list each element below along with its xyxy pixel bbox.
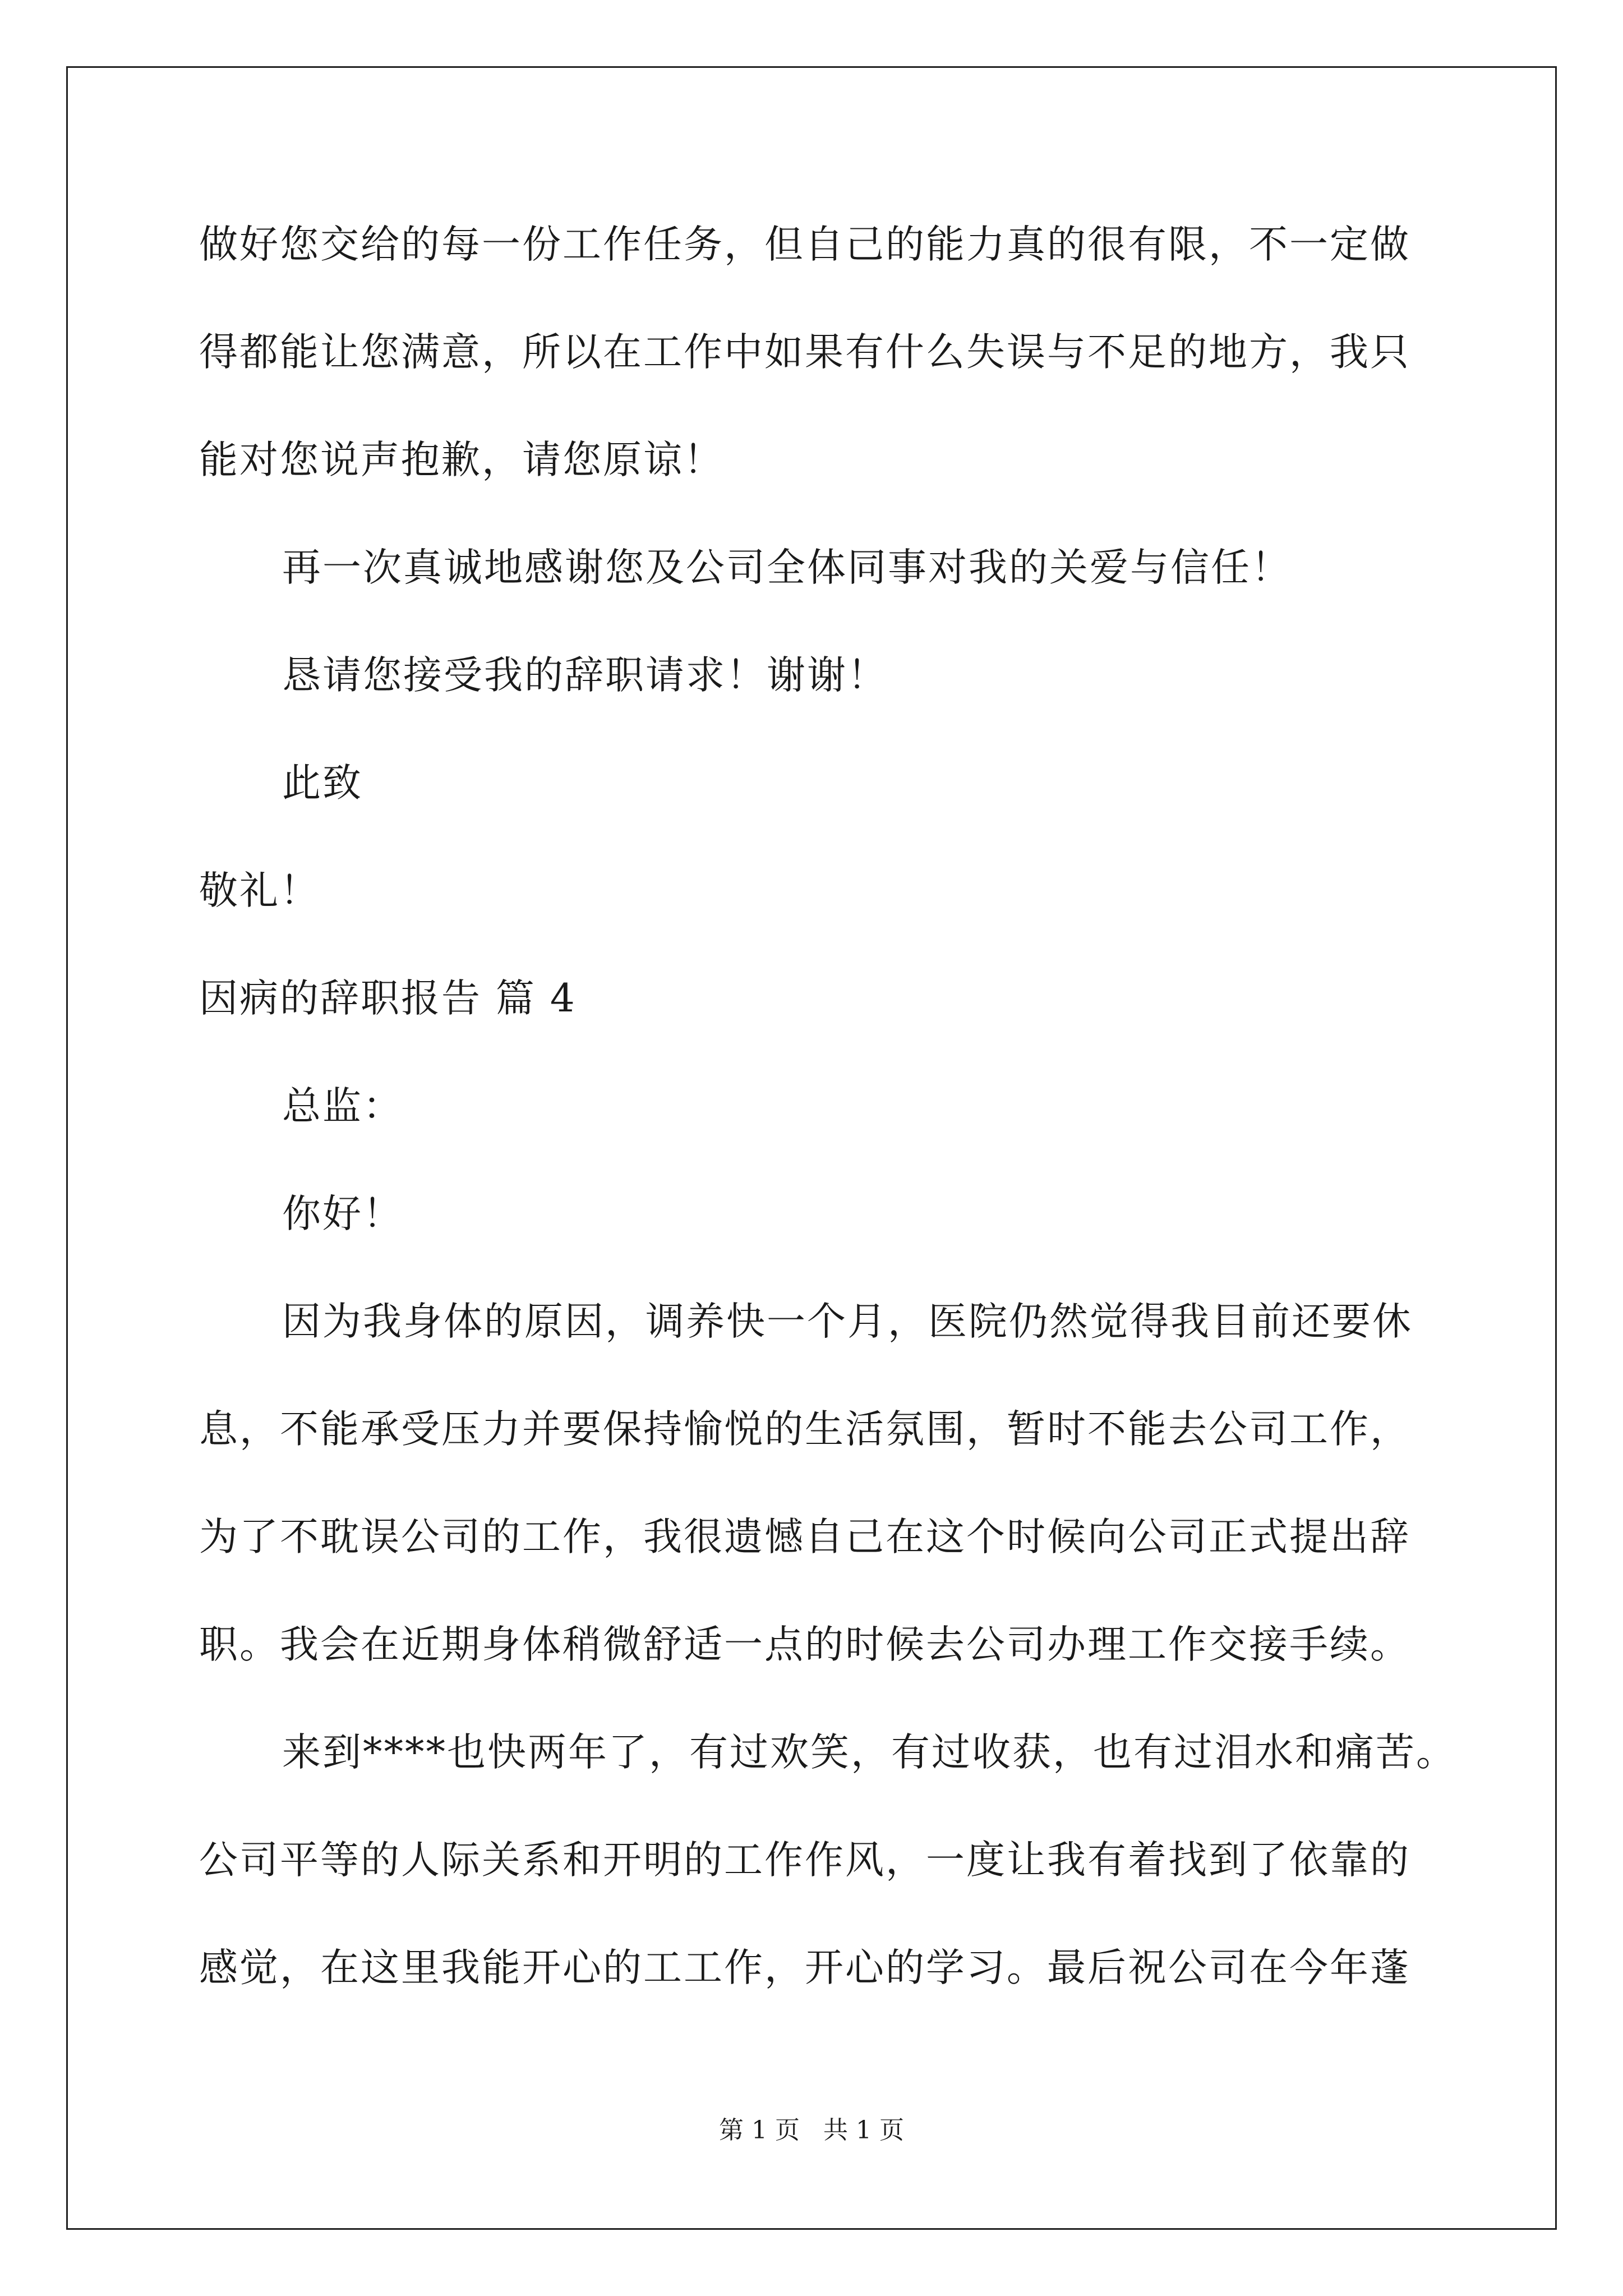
closing-salutation: 此致 (282, 761, 363, 806)
body-line: 得都能让您满意，所以在工作中如果有什么失误与不足的地方，我只 (199, 330, 1410, 375)
body-line: 为了不耽误公司的工作，我很遗憾自己在这个时候向公司正式提出辞 (199, 1515, 1410, 1559)
recipient-greeting: 总监： (282, 1084, 403, 1129)
body-line: 做好您交给的每一份工作任务，但自己的能力真的很有限，不一定做 (199, 222, 1410, 267)
body-line: 再一次真诚地感谢您及公司全体同事对我的关爱与信任！ (282, 545, 1292, 590)
body-line: 恳请您接受我的辞职请求！谢谢！ (282, 653, 888, 698)
page-footer: 第 1 页 共 1 页 (719, 2116, 904, 2145)
closing-regards: 敬礼！ (199, 868, 320, 913)
body-line: 来到****也快两年了，有过欢笑，有过收获，也有过泪水和痛苦。 (282, 1730, 1456, 1775)
greeting: 你好！ (282, 1191, 403, 1236)
body-line: 因为我身体的原因，调养快一个月，医院仍然觉得我目前还要休 (282, 1299, 1413, 1344)
document-body (199, 218, 1489, 2049)
body-line: 感觉，在这里我能开心的工工作，开心的学习。最后祝公司在今年蓬 (199, 1945, 1410, 1990)
section-heading: 因病的辞职报告 篇 4 (199, 976, 577, 1021)
body-line: 职。我会在近期身体稍微舒适一点的时候去公司办理工作交接手续。 (199, 1622, 1410, 1667)
body-line: 息，不能承受压力并要保持愉悦的生活氛围，暂时不能去公司工作， (199, 1407, 1410, 1452)
body-line: 公司平等的人际关系和开明的工作作风，一度让我有着找到了依靠的 (199, 1838, 1410, 1883)
body-line: 能对您说声抱歉，请您原谅！ (199, 438, 724, 482)
